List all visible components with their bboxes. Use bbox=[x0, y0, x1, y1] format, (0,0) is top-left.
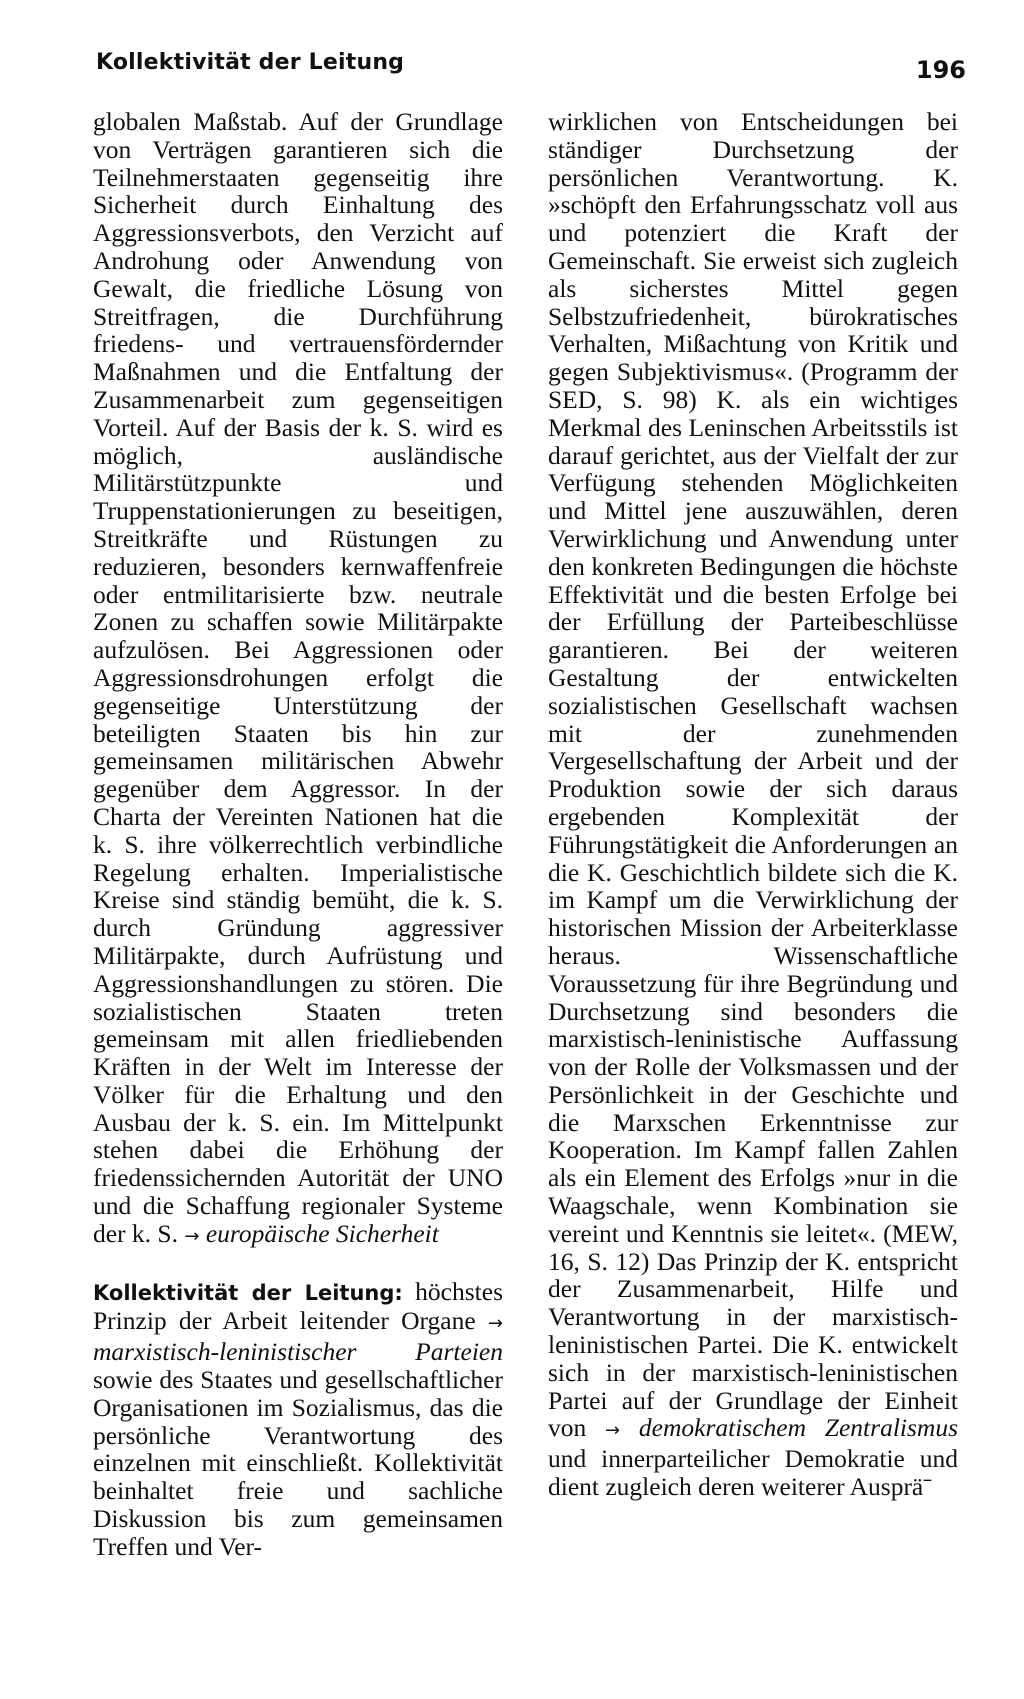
cross-reference[interactable]: marxistisch-leninistischer Parteien bbox=[93, 1337, 503, 1367]
body-text: und innerparteilicher Demokratie und dient zugleich deren weiterer Auspräˉ bbox=[548, 1444, 958, 1502]
body-text: globalen Maßstab. Auf der Grundlage von Verträgen garantieren sich die Teilnehmerstaaten gegenseitig ihre Sicherheit durch Einhaltung des Aggressionsverbots, den Verzicht auf Androhung oder Anwendung von Gewalt, die friedliche Lösung von Streitfragen, die Durchführung friedens- und vertrauensfördernder Maßnahmen und die Entfaltung der Zusammenarbeit zum gegenseitigen Vorteil. Auf der Basis der k. S. wird es möglich, ausländische Militärstützpunkte und Truppenstationierungen zu beseitigen, Streitkräfte und Rüstungen zu reduzieren, besonders kernwaffenfreie oder entmilitarisierte bzw. neutrale Zonen zu schaffen sowie Militärpakte aufzulösen. Bei Aggressionen oder Aggressionsdrohungen erfolgt die gegenseitige Unterstützung der beteiligten Staaten bis hin zur gemeinsamen militärischen Abwehr gegenüber dem Aggressor. In der Charta der Vereinten Nationen hat die k. S. ihre völkerrechtlich verbindliche Regelung erhalten. Imperialistische Kreise sind ständig bemüht, die k. S. durch Gründung aggressiver Militärpakte, durch Aufrüstung und Aggressionshandlungen zu stören. Die sozialistischen Staaten treten gemeinsam mit allen friedliebenden Kräften in der Welt im Interesse der Völker für die Erhaltung und den Ausbau der k. S. ein. Im Mittelpunkt stehen dabei die Erhöhung der friedenssichernden Autorität der UNO und die Schaffung regionaler Systeme der k. S. bbox=[93, 107, 503, 1248]
entry-lemma: Kollektivität der Leitung: bbox=[93, 1280, 403, 1305]
page-number: 196 bbox=[915, 56, 966, 84]
cross-reference[interactable]: europäische Sicherheit bbox=[205, 1218, 439, 1248]
left-column bbox=[93, 108, 503, 1561]
cross-reference-arrow-icon: → bbox=[487, 1313, 503, 1335]
paragraph-continuation bbox=[93, 108, 503, 1251]
running-head: Kollektivität der Leitung bbox=[96, 50, 405, 75]
body-text: wirklichen von Entscheidungen bei ständiger Durchsetzung der persönlichen Verantwortung. K. »schöpft den Erfahrungsschatz voll aus und potenziert die Kraft der Gemeinschaft. Sie erweist sich zugleich als sicherstes Mittel gegen Selbstzufriedenheit, bürokratisches Verhalten, Mißachtung von Kritik und gegen Subjektivismus«. (Programm der SED, S. 98) K. als ein wichtiges Merkmal des Leninschen Arbeitsstils ist darauf gerichtet, aus der Vielfalt der zur Verfügung stehenden Möglichkeiten und Mittel jene auszuwählen, deren Verwirklichung und Anwendung unter den konkreten Bedingungen die höchste Effektivität und die besten Erfolge bei der Erfüllung der Parteibeschlüsse garantieren. Bei der weiteren Gestaltung der entwickelten sozialistischen Gesellschaft wachsen mit der zunehmenden Vergesellschaftung der Arbeit und der Produktion sowie der sich daraus ergebenden Komplexität der Führungstätigkeit die Anforderungen an die K. Geschichtlich bildete sich die K. im Kampf um die Verwirklichung der historischen Mission der Arbeiterklasse heraus. Wissenschaftliche Voraussetzung für ihre Begründung und Durchsetzung sind besonders die marxistisch-leninistische Auffassung von der Rolle der Volksmassen und der Persönlichkeit in der Geschichte und die Marxschen Erkenntnisse zur Kooperation. Im Kampf fallen Zahlen als ein Element des Erfolgs »nur in die Waagschale, wenn Kombination sie vereint und Kenntnis sie leitet«. (MEW, 16, S. 12) Das Prinzip der K. entspricht der Zusammenarbeit, Hilfe und Verantwortung in der marxistisch-leninistischen Partei. Die K. entwickelt sich in der marxistisch-leninistischen Partei auf der Grundlage der Einheit von bbox=[548, 107, 958, 1443]
dictionary-entry bbox=[93, 1278, 503, 1561]
body-text: sowie des Staates und gesellschaftlicher Organisationen im Sozialismus, das die persönliche Verantwortung des einzelnen mit einschließt. Kollektivität beinhaltet freie und sachliche Diskussion bis zum gemeinsamen Treffen und Ver- bbox=[93, 1365, 503, 1561]
cross-reference-arrow-icon: → bbox=[605, 1420, 621, 1442]
paragraph-continuation bbox=[548, 108, 958, 1501]
cross-reference-arrow-icon: → bbox=[184, 1225, 200, 1247]
cross-reference[interactable]: demokratischem Zentralismus bbox=[638, 1413, 958, 1443]
right-column bbox=[548, 108, 958, 1501]
body-text: höchstes Prinzip der Arbeit leitender Organe bbox=[93, 1276, 503, 1336]
